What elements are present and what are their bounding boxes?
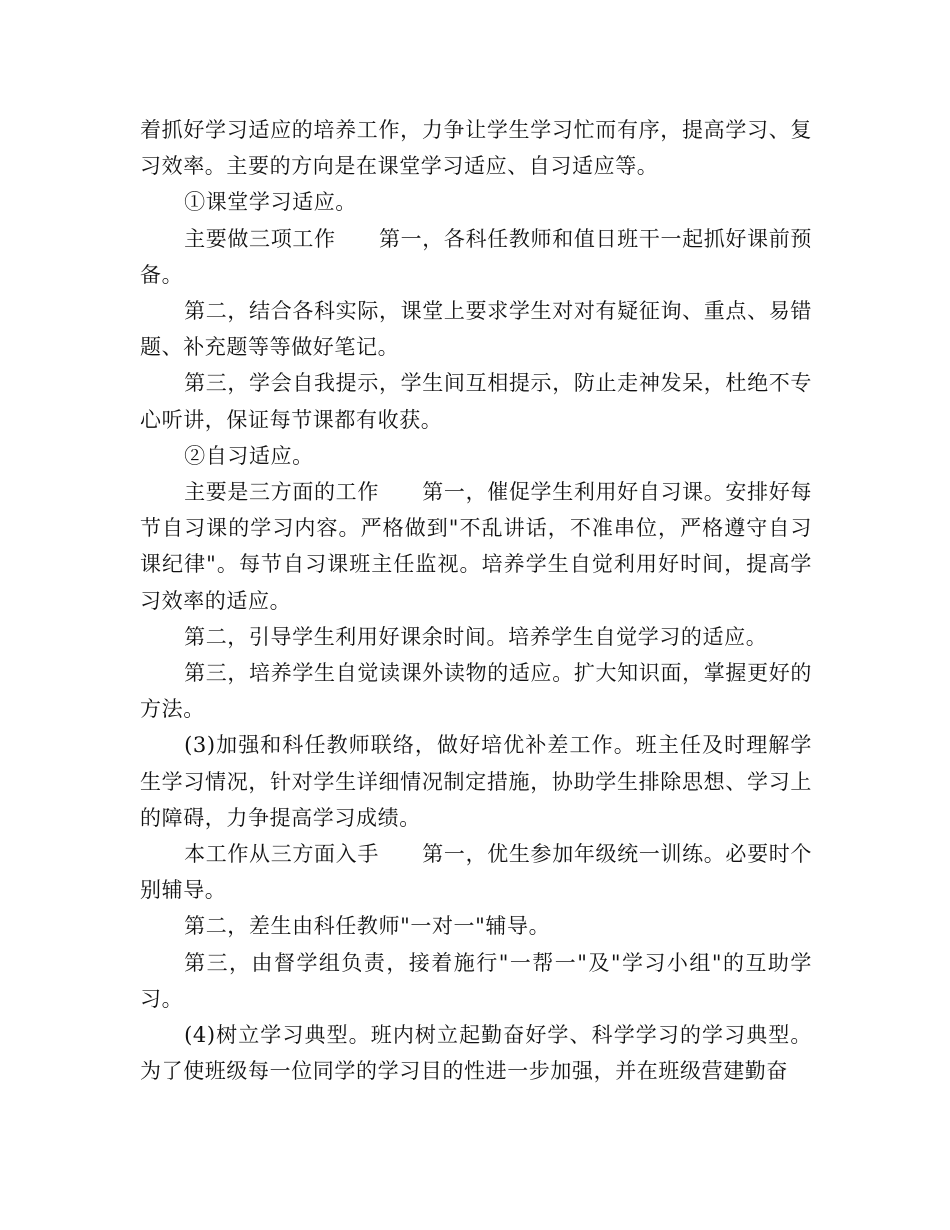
paragraph-tutoring-first: 本工作从三方面入手 第一，优生参加年级统一训练。必要时个别辅导。 [140,842,812,903]
paragraph-role-models: (4)树立学习典型。班内树立起勤奋好学、科学学习的学习典型。为了使班级每一位同学的学习目的性进一步加强，并在班级营建勤奋 [140,1023,812,1084]
document-body [140,112,812,1089]
paragraph-tutoring-third: 第三，由督学组负责，接着施行"一帮一"及"学习小组"的互助学习。 [140,950,812,1011]
paragraph-tutoring-second: 第二，差生由科任教师"一对一"辅导。 [184,914,551,939]
paragraph-classroom-habit-heading: ①课堂学习适应。 [184,190,357,215]
paragraph-teacher-liaison: (3)加强和科任教师联络，做好培优补差工作。班主任及时理解学生学习情况，针对学生详细情况制定措施，协助学生排除思想、学习上的障碍，力争提高学习成绩。 [140,733,812,830]
paragraph-classroom-first: 主要做三项工作 第一，各科任教师和值日班干一起抓好课前预备。 [140,226,812,287]
paragraph-selfstudy-third: 第三，培养学生自觉读课外读物的适应。扩大知识面，掌握更好的方法。 [140,661,812,722]
paragraph-selfstudy-heading: ②自习适应。 [184,443,314,468]
paragraph-classroom-third: 第三，学会自我提示，学生间互相提示，防止走神发呆，杜绝不专心听讲，保证每节课都有收获。 [140,371,812,432]
paragraph-classroom-second: 第二，结合各科实际，课堂上要求学生对对有疑征询、重点、易错题、补充题等等做好笔记。 [140,299,812,360]
paragraph-selfstudy-second: 第二，引导学生利用好课余时间。培养学生自觉学习的适应。 [184,624,768,649]
paragraph-selfstudy-first: 主要是三方面的工作 第一，催促学生利用好自习课。安排好每节自习课的学习内容。严格做到"不乱讲话，不准串位，严格遵守自习课纪律"。每节自习课班主任监视。培养学生自觉利用好时间，提高学习效率的适应。 [140,480,812,613]
paragraph-continuation: 着抓好学习适应的培养工作，力争让学生学习忙而有序，提高学习、复习效率。主要的方向是在课堂学习适应、自习适应等。 [140,118,812,179]
